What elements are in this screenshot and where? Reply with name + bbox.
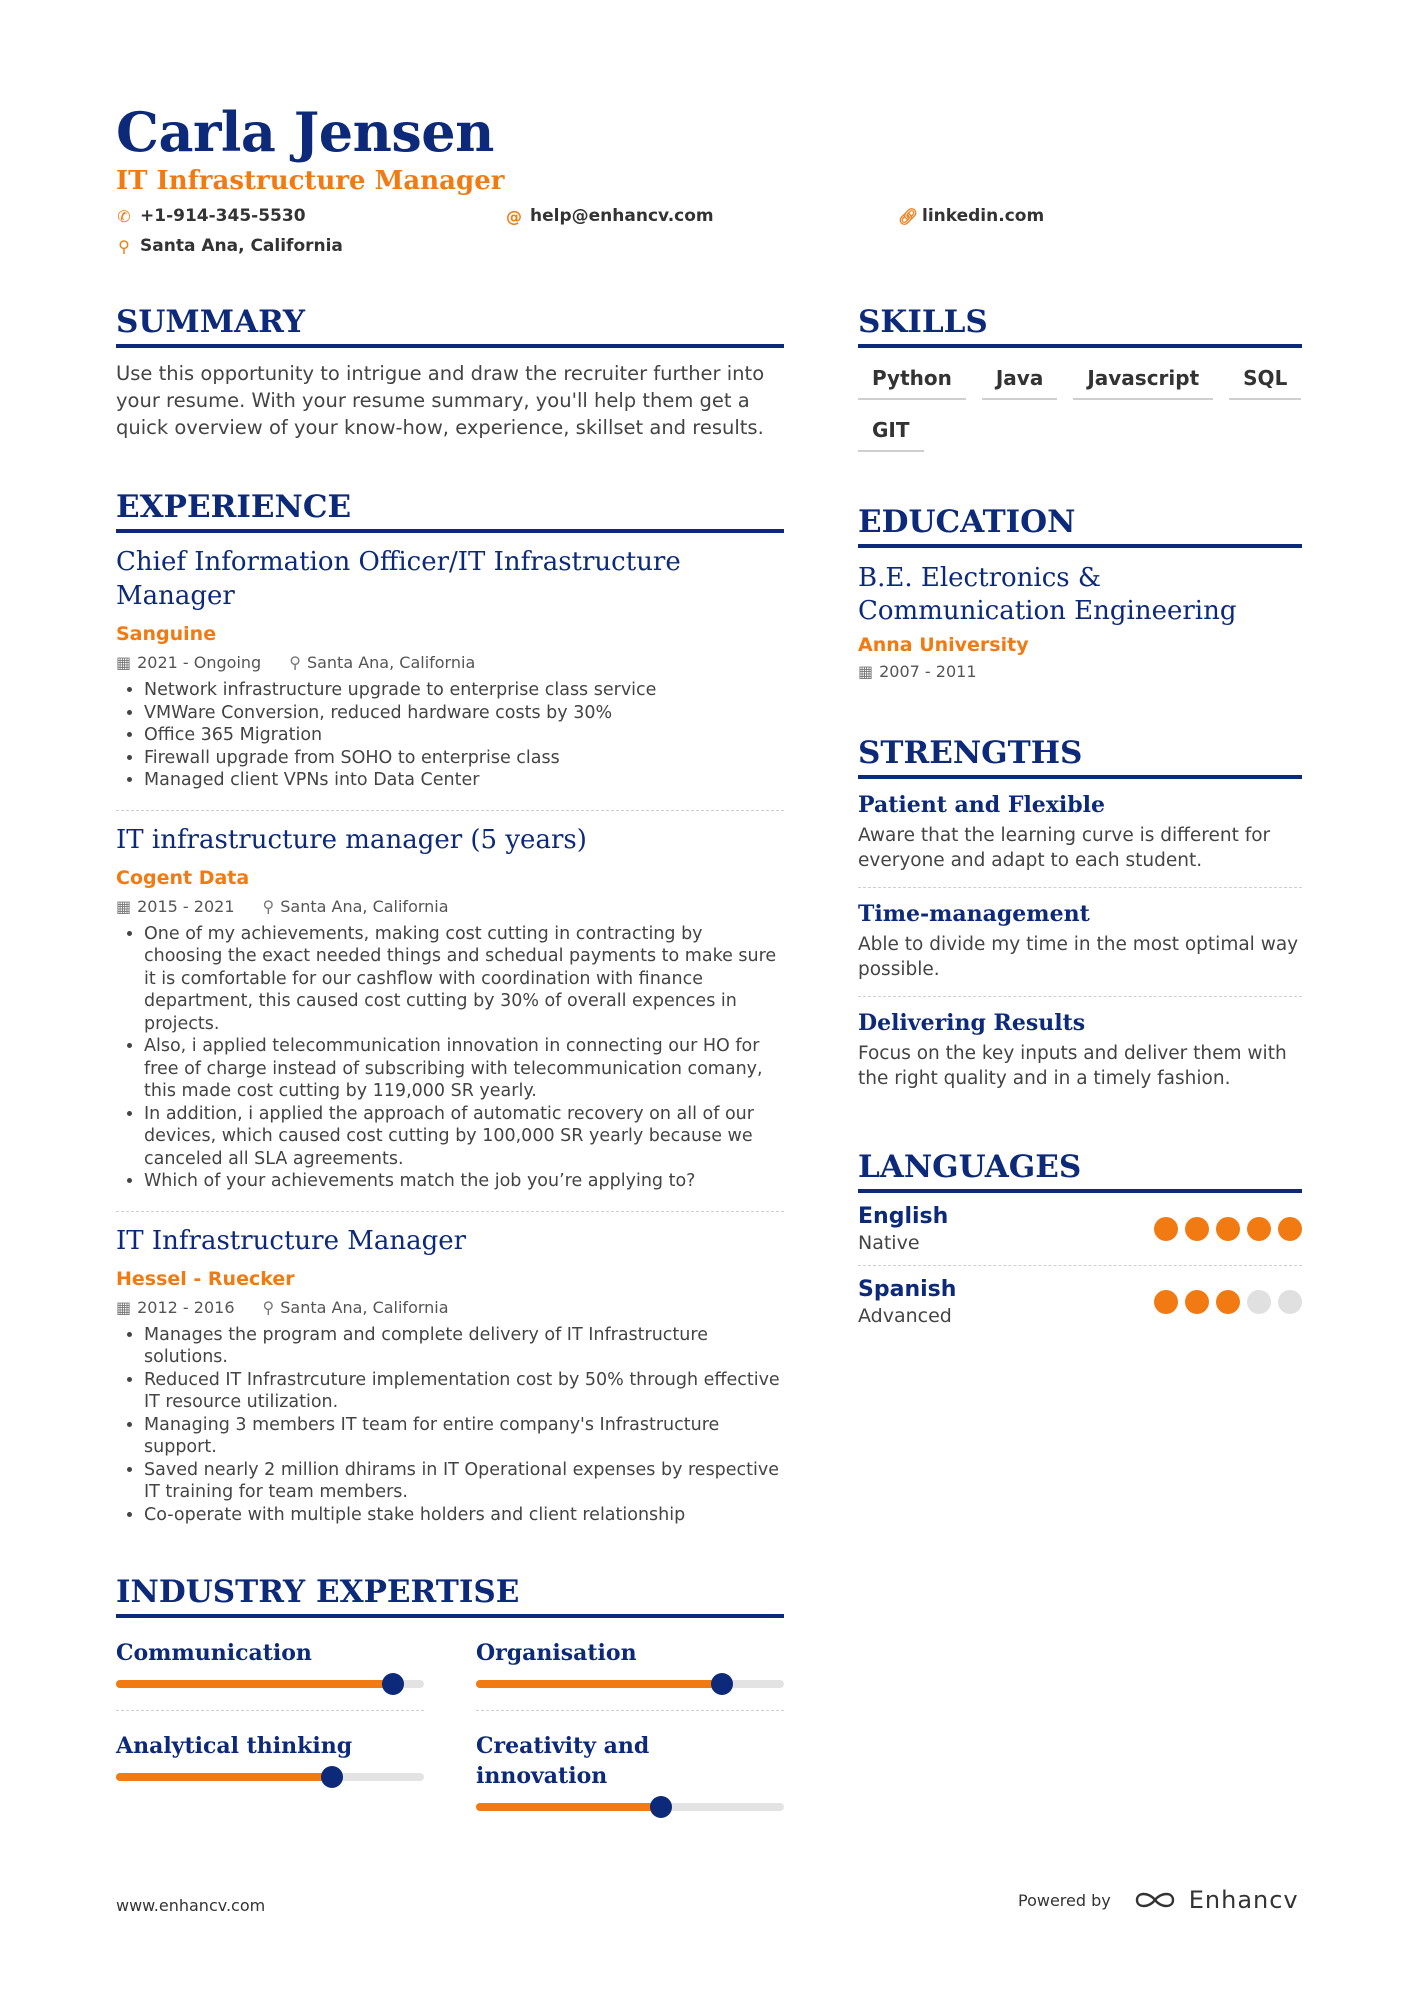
strength-item [858,997,1302,1105]
experience-section [116,487,784,1544]
expertise-heading: INDUSTRY EXPERTISE [116,1572,784,1618]
expertise-bar [476,1803,784,1811]
expertise-item [476,1725,784,1833]
skills-section [858,302,1302,452]
summary-section [116,302,784,441]
resume-header [116,100,1306,258]
language-item [858,1193,1302,1266]
expertise-bar [116,1680,424,1688]
rating-dot-filled [1185,1290,1209,1314]
linkedin-text[interactable]: linkedin.com [922,206,1045,226]
job-bullets [116,679,784,792]
expertise-item [116,1725,424,1833]
job-bullet: • Which of your achievements match the job you’re applying to? [144,1170,784,1193]
language-name: Spanish [858,1277,957,1302]
expertise-bar-knob [650,1796,672,1818]
language-text [858,1276,956,1328]
job-bullet: • Reduced IT Infrastrcuture implementation cost by 50% through effective IT resource utilization. [144,1369,784,1414]
expertise-bar-knob [382,1673,404,1695]
language-rating [1154,1290,1302,1314]
location-pin-icon: ⚲ [262,1297,275,1317]
languages-heading: LANGUAGES [858,1147,1302,1193]
strength-title: Patient and Flexible [858,792,1106,818]
language-rating [1154,1217,1302,1241]
job-meta [116,897,784,917]
expertise-bar-knob [711,1673,733,1695]
rating-dot-filled [1216,1290,1240,1314]
skill-tag: Python [858,366,966,400]
skill-tag: Javascript [1073,366,1213,400]
expertise-bar [116,1773,424,1781]
job-dates: 2015 - 2021 [137,896,235,916]
expertise-grid [116,1632,784,1833]
strengths-section [858,733,1302,1105]
skill-tag: SQL [1229,366,1301,400]
brand-name: Enhancv [1188,1886,1299,1914]
contact-info [116,198,1306,258]
location-pin-icon: ⚲ [118,236,130,256]
link-icon: 🔗︎ [898,206,919,226]
job-title: Chief Information Officer/IT Infrastructure Manager [116,547,681,611]
calendar-icon: ▦ [116,1297,132,1317]
education-dates-wrap [858,662,1302,681]
language-item [858,1266,1302,1338]
expertise-label: Creativity and innovation [476,1733,650,1789]
rating-dot-filled [1185,1217,1209,1241]
expertise-bar-knob [321,1766,343,1788]
phone-text: +1-914-345-5530 [140,206,306,226]
strength-item [858,779,1302,888]
strength-desc: Able to divide my time in the most optimal way possible. [858,934,1299,980]
job-entry [116,811,784,1212]
job-bullet: • In addition, i applied the approach of automatic recovery on all of our devices, which caused cost cutting by 100,000 SR yearly because we canceled all SLA agreements. [144,1103,784,1171]
job-bullet: • Office 365 Migration [144,724,784,747]
job-bullet: • Co-operate with multiple stake holders and client relationship [144,1504,784,1527]
job-dates: 2012 - 2016 [137,1297,235,1317]
job-dates: 2021 - Ongoing [137,653,262,672]
strength-title: Delivering Results [858,1010,1086,1036]
rating-dot-empty [1278,1290,1302,1314]
strength-item [858,888,1302,997]
expertise-label: Communication [116,1640,312,1666]
skills-heading: SKILLS [858,302,1302,348]
phone-icon: ✆ [117,206,131,226]
job-meta [116,653,784,673]
expertise-bar-fill [476,1803,661,1811]
job-bullet: • Firewall upgrade from SOHO to enterprise class [144,747,784,770]
email-text[interactable]: help@enhancv.com [530,206,714,226]
job-location: Santa Ana, California [280,896,449,916]
expertise-bar [476,1680,784,1688]
rating-dot-filled [1216,1217,1240,1241]
skill-tag: Java [982,366,1057,400]
rating-dot-filled [1278,1217,1302,1241]
calendar-icon: ▦ [858,662,874,681]
job-bullet: • Also, i applied telecommunication innovation in connecting our HO for free of charge instead of subscribing with telecommunication comany, this made cost cutting by 119,000 SR yearly. [144,1035,784,1103]
powered-by-text: Powered by [1018,1890,1111,1910]
language-text [858,1203,948,1255]
job-location-wrap [263,1298,449,1318]
job-company: Cogent Data [116,866,250,889]
job-bullets [116,1324,784,1527]
job-bullet: • Managed client VPNs into Data Center [144,769,784,792]
contact-location [116,236,343,256]
job-bullet: • Manages the program and complete delivery of IT Infrastructure solutions. [144,1324,784,1369]
expertise-item [116,1632,424,1711]
strength-title: Time-management [858,901,1090,927]
education-school: Anna University [858,634,1029,656]
job-dates-wrap [116,1298,235,1318]
job-title: IT infrastructure manager (5 years) [116,824,587,855]
job-location-wrap [263,897,449,917]
location-text: Santa Ana, California [140,236,343,256]
skills-list [858,366,1302,452]
summary-text: Use this opportunity to intrigue and draw the recruiter further into your resume. With your resume summary, you'll help them get a quick overview of your know-how, experience, skillset and results. [116,362,765,439]
job-bullet: • VMWare Conversion, reduced hardware costs by 30% [144,702,784,725]
job-meta [116,1298,784,1318]
languages-section [858,1147,1302,1338]
job-bullet: • Saved nearly 2 million dhirams in IT Operational expenses by respective IT training for team members. [144,1459,784,1504]
right-column [858,302,1302,1338]
education-degree: B.E. Electronics & Communication Engineering [858,563,1237,626]
job-bullet: • Network infrastructure upgrade to enterprise class service [144,679,784,702]
job-entry [116,1212,784,1545]
job-location: Santa Ana, California [306,653,476,672]
enhancv-logo-icon [1133,1888,1179,1912]
footer-site[interactable]: www.enhancv.com [116,1896,266,1915]
expertise-label: Organisation [476,1640,637,1666]
expertise-label: Analytical thinking [116,1733,353,1759]
job-company: Hessel - Ruecker [116,1267,295,1290]
location-pin-icon: ⚲ [262,896,275,916]
job-company: Sanguine [116,623,217,645]
contact-linkedin[interactable] [898,206,1044,226]
job-location-wrap [289,653,475,673]
contact-email[interactable] [506,206,714,226]
rating-dot-empty [1247,1290,1271,1314]
job-entry [116,533,784,811]
job-dates-wrap [116,897,235,917]
contact-phone [116,206,306,226]
skill-tag: GIT [858,418,924,452]
job-title: IT Infrastructure Manager [116,1225,467,1256]
summary-heading: SUMMARY [116,302,784,348]
expertise-section [116,1572,784,1833]
calendar-icon: ▦ [116,896,132,916]
language-level: Native [858,1232,920,1254]
job-dates-wrap [116,653,261,673]
rating-dot-filled [1247,1217,1271,1241]
language-level: Advanced [858,1305,952,1327]
education-heading: EDUCATION [858,502,1302,548]
education-dates: 2007 - 2011 [879,662,977,681]
brand-logo[interactable] [1133,1886,1299,1914]
language-name: English [858,1204,949,1229]
expertise-bar-fill [116,1680,393,1688]
job-bullet: • Managing 3 members IT team for entire company's Infrastructure support. [144,1414,784,1459]
strength-desc: Aware that the learning curve is different for everyone and adapt to each student. [858,825,1271,871]
location-pin-icon: ⚲ [289,653,301,672]
candidate-name: Carla Jensen [116,100,494,164]
strength-desc: Focus on the key inputs and deliver them with the right quality and in a timely fashion. [858,1043,1287,1089]
left-column [116,302,784,1833]
footer-branding [1018,1886,1299,1914]
job-bullet: • One of my achievements, making cost cutting in contracting by choosing the exact needed things and schedual payments to make sure it is comfortable for our cashflow with coordination with finance department, this caused cost cutting by 30% of overall expences in projects. [144,923,784,1036]
job-bullets [116,923,784,1193]
job-location: Santa Ana, California [280,1297,449,1317]
candidate-title: IT Infrastructure Manager [116,166,505,196]
calendar-icon: ▦ [116,653,132,672]
at-icon: @ [506,206,522,226]
strengths-heading: STRENGTHS [858,733,1302,779]
expertise-bar-fill [116,1773,332,1781]
rating-dot-filled [1154,1290,1178,1314]
rating-dot-filled [1154,1217,1178,1241]
education-section [858,502,1302,681]
expertise-item [476,1632,784,1711]
experience-heading: EXPERIENCE [116,487,784,533]
expertise-bar-fill [476,1680,722,1688]
